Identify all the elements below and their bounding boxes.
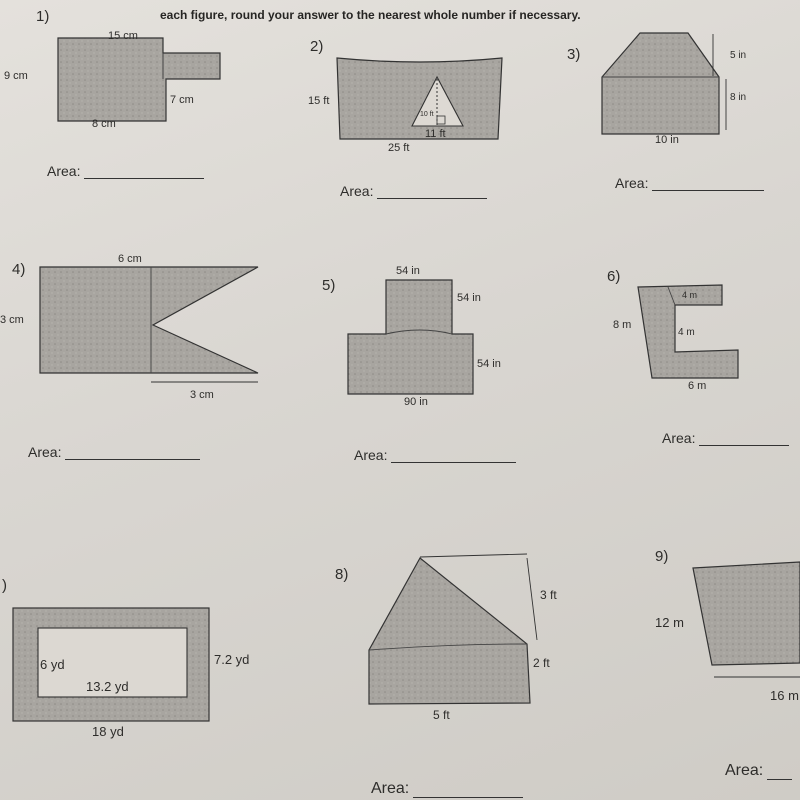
area-answer-8[interactable]: [371, 780, 523, 798]
fig5-label-lower-side: 54 in: [477, 358, 501, 370]
fig4-label-top: 6 cm: [118, 253, 142, 265]
fig2-label-left: 15 ft: [308, 95, 330, 107]
problem-7-number: ): [2, 577, 7, 594]
area-label-1: Area:: [47, 163, 81, 179]
area-answer-4[interactable]: [28, 444, 200, 460]
area-label-9: Area:: [725, 762, 764, 779]
fig7-label-inner-width: 13.2 yd: [86, 679, 129, 694]
area-answer-5[interactable]: [354, 447, 516, 463]
fig1-label-bottom: 8 cm: [92, 118, 116, 130]
area-label-4: Area:: [28, 444, 62, 460]
area-label-5: Area:: [354, 447, 388, 463]
problem-6-number: 6): [607, 268, 621, 285]
fig5-label-top: 54 in: [396, 265, 420, 277]
fig8-label-side: 2 ft: [533, 656, 550, 670]
problem-3-number: 3): [567, 46, 581, 63]
fig1-label-inner: 7 cm: [170, 94, 194, 106]
fig2-rect: [337, 58, 502, 139]
fig6-label-left: 8 m: [613, 319, 632, 331]
fig1-shape: [58, 38, 220, 121]
instructions-text: each figure, round your answer to the nearest whole number if necessary.: [160, 8, 581, 22]
area-answer-6[interactable]: [662, 430, 789, 446]
area-label-6: Area:: [662, 430, 696, 446]
area-label-2: Area:: [340, 183, 374, 199]
area-answer-9[interactable]: [725, 762, 792, 780]
fig6-label-top: 4 m: [682, 290, 698, 300]
fig7-label-outer-height: 7.2 yd: [214, 652, 250, 667]
fig9-label-bottom: 16 m: [770, 688, 799, 703]
fig1-label-top: 15 cm: [108, 30, 138, 42]
fig5-label-bottom: 90 in: [404, 396, 428, 408]
fig4-label-bottom: 3 cm: [190, 389, 214, 401]
problem-5-number: 5): [322, 277, 336, 294]
fig3-label-bottom: 10 in: [655, 134, 679, 146]
problem-8-number: 8): [335, 566, 349, 583]
area-label-3: Area:: [615, 175, 649, 191]
fig5-shape: [348, 280, 473, 394]
fig7-label-inner-height: 6 yd: [40, 657, 65, 672]
problem-1-number: 1): [36, 8, 50, 25]
problem-2-number: 2): [310, 38, 324, 55]
fig8-arrow: [527, 558, 537, 640]
fig7-label-outer-width: 18 yd: [92, 724, 124, 739]
fig5-label-upper-side: 54 in: [457, 292, 481, 304]
problem-4-number: 4): [12, 261, 26, 278]
fig8-label-height: 3 ft: [540, 588, 557, 602]
fig4-label-left: 3 cm: [0, 314, 24, 326]
fig2-label-bottom: 25 ft: [388, 142, 410, 154]
fig4-shape: [40, 267, 258, 373]
fig9-label-side: 12 m: [655, 615, 684, 630]
fig2-label-base: 11 ft: [425, 128, 446, 140]
fig3-shape: [602, 33, 719, 134]
area-answer-3[interactable]: [615, 175, 764, 191]
fig3-label-side: 8 in: [730, 92, 747, 103]
area-answer-1[interactable]: [47, 163, 204, 179]
fig6-label-bottom: 6 m: [688, 380, 707, 392]
fig6-label-inner: 4 m: [678, 327, 695, 338]
area-label-8: Area:: [371, 780, 410, 797]
fig2-label-height: 10 ft: [420, 111, 434, 118]
problem-9-number: 9): [655, 548, 669, 565]
fig3-label-top: 5 in: [730, 50, 747, 61]
fig1-label-left: 9 cm: [4, 70, 28, 82]
fig8-top-line: [420, 554, 527, 557]
area-answer-2[interactable]: [340, 183, 487, 199]
fig8-shape: [369, 558, 530, 704]
fig9-shape: [693, 562, 800, 665]
fig8-label-bottom: 5 ft: [433, 708, 450, 722]
